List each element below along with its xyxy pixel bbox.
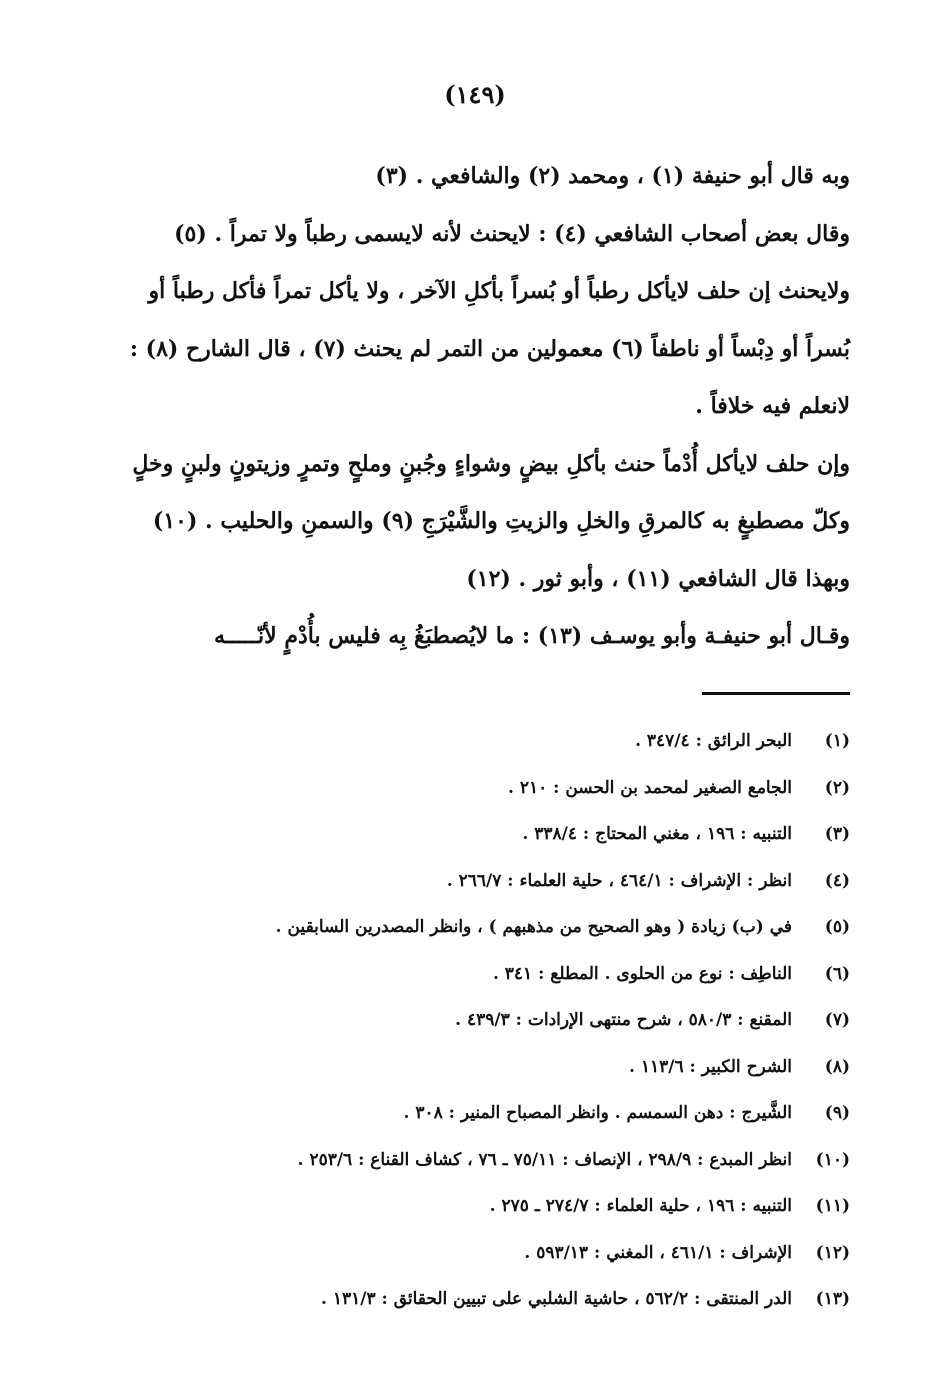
- footnote-number: (١٠): [815, 1149, 850, 1170]
- footnote-number: (٩): [824, 1103, 850, 1123]
- footnote-text: الإشراف : ٤٦١/١ ، المغني : ٥٩٣/١٣ .: [524, 1242, 792, 1263]
- text-line: وبه قال أبو حنيفة (١) ، ومحمد (٢) والشافعي . (٣): [375, 163, 850, 189]
- text-line: لانعلم فيه خلافاً .: [695, 393, 850, 419]
- footnote: [130, 858, 850, 905]
- text-line: وكلّ مصطبغٍ به كالمرقِ والخلِ والزيتِ والشَّيْرَجِ (٩) والسمنِ والحليب . (١٠): [152, 508, 850, 534]
- footnote-number: (٨): [824, 1056, 850, 1077]
- footnote-text: البحر الرائق : ٣٤٧/٤ .: [635, 731, 792, 751]
- footnote-number: (١٣): [815, 1289, 850, 1309]
- footnote: [130, 1230, 850, 1277]
- footnote-number: (٦): [824, 963, 850, 984]
- footnote-number: (١): [824, 731, 850, 751]
- footnote-text: في (ب) زيادة ( وهو الصحيح من مذهبهم ) ، وانظر المصدرين السابقين .: [275, 917, 792, 937]
- footnote-number: (١١): [815, 1196, 850, 1216]
- text-line: وقال بعض أصحاب الشافعي (٤) : لايحنث لأنه لايسمى رطباً ولا تمراً . (٥): [174, 220, 850, 247]
- text-line: ولايحنث إن حلف لايأكل رطباً أو بُسراً بأكلِ الآخر ، ولا يأكل تمراً فأكل رطباً أو: [148, 278, 850, 304]
- footnote-text: التنبيه : ١٩٦ ، مغني المحتاج : ٣٣٨/٤ .: [522, 824, 792, 844]
- main-text: [130, 148, 850, 666]
- footnote-text: الدر المنتقى : ٥٦٢/٢ ، حاشية الشلبي على تبيين الحقائق : ١٣١/٣ .: [321, 1289, 792, 1309]
- footnote: [130, 904, 850, 951]
- footnotes: [130, 718, 850, 1323]
- footnote-number: (١٢): [815, 1242, 850, 1263]
- footnote: [130, 718, 850, 765]
- footnote: [130, 1137, 850, 1184]
- footnote: [130, 1090, 850, 1137]
- footnote: [130, 1183, 850, 1230]
- footnote-text: انظر المبدع : ٢٩٨/٩ ، الإنصاف : ٧٥/١١ ـ ٧٦ ، كشاف القناع : ٢٥٣/٦ .: [297, 1149, 792, 1170]
- footnote-text: الجامع الصغير لمحمد بن الحسن : ٢١٠ .: [508, 777, 792, 798]
- footnote: [130, 1276, 850, 1323]
- footnote: [130, 951, 850, 998]
- text-line: بُسراً أو دِبْساً أو ناطفاً (٦) معمولين من التمر لم يحنث (٧) ، قال الشارح (٨) :: [129, 335, 850, 362]
- footnote: [130, 765, 850, 812]
- footnote-text: الشرح الكبير : ١١٣/٦ .: [629, 1056, 792, 1077]
- footnote: [130, 1044, 850, 1091]
- footnote: [130, 997, 850, 1044]
- text-line: وبهذا قال الشافعي (١١) ، وأبو ثور . (١٢): [466, 565, 850, 592]
- footnote-number: (٥): [824, 917, 850, 937]
- footnote: [130, 811, 850, 858]
- footnote-divider: [702, 692, 850, 695]
- text-line: وقـال أبو حنيفـة وأبو يوسـف (١٣) : ما لايُصطبَغُ بِه فليس بأُدْمٍ لأنّـــــه: [214, 623, 850, 649]
- footnote-text: الناطِف : نوع من الحلوى . المطلع : ٣٤١ .: [492, 963, 792, 984]
- footnote-number: (٤): [824, 870, 850, 891]
- footnote-number: (٢): [824, 777, 850, 798]
- footnote-number: (٧): [824, 1010, 850, 1030]
- footnote-text: المقنع : ٥٨٠/٣ ، شرح منتهى الإرادات : ٤٣٩/٣ .: [455, 1010, 792, 1030]
- footnote-text: التنبيه : ١٩٦ ، حلية العلماء : ٢٧٤/٧ ـ ٢٧٥ .: [489, 1196, 792, 1216]
- footnote-text: الشَّيرج : دهن السمسم . وانظر المصباح المنير : ٣٠٨ .: [403, 1103, 792, 1123]
- page-number: (١٤٩): [444, 80, 506, 109]
- footnote-number: (٣): [824, 824, 850, 844]
- footnote-text: انظر : الإشراف : ٤٦٤/١ ، حلية العلماء : ٢٦٦/٧ .: [446, 870, 792, 891]
- text-line: وإن حلف لايأكل أُدْماً حنث بأكلِ بيضٍ وشواءٍ وجُبنٍ وملحٍ وتمرٍ وزيتونٍ ولبنٍ وخلٍ: [132, 450, 850, 477]
